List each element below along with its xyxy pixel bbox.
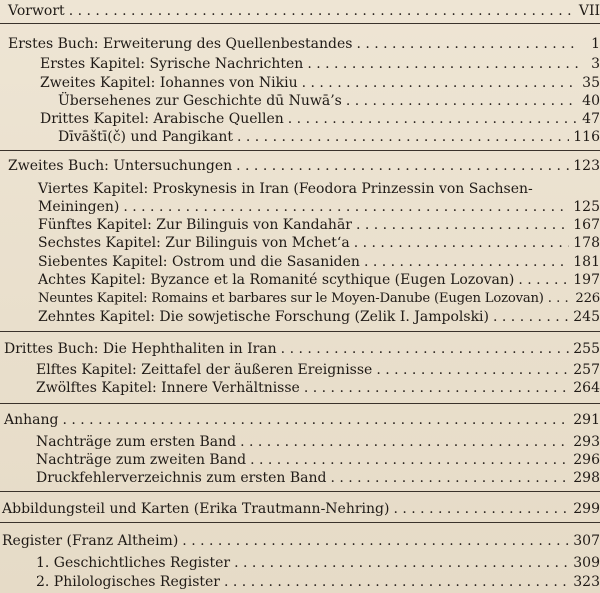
toc-entry-page: 264 xyxy=(573,380,600,396)
dot-leader xyxy=(356,216,569,234)
dot-leader xyxy=(376,361,569,379)
toc-entry-title: Zehntes Kapitel: Die sowjetische Forschung (Zelik I. Jampolski) xyxy=(38,309,489,325)
toc-entry-page: 255 xyxy=(573,341,600,357)
toc-entry-chapter-6 xyxy=(38,234,600,252)
toc-entry-title: Abbildungsteil und Karten (Erika Trautmann-Nehring) xyxy=(2,501,390,517)
toc-entry-title: Meiningen) xyxy=(38,199,120,215)
toc-entry-page: 293 xyxy=(573,434,600,450)
toc-entry-title: Anhang xyxy=(4,412,59,428)
dot-leader xyxy=(224,573,569,591)
toc-entry-book-2 xyxy=(8,157,600,175)
section-divider xyxy=(0,150,600,151)
toc-entry-title: Achtes Kapitel: Byzance et la Romanité scythique (Eugen Lozovan) xyxy=(38,272,515,288)
toc-entry-page: 291 xyxy=(573,412,600,428)
section-divider xyxy=(0,331,600,332)
toc-entry-page: 309 xyxy=(573,555,600,571)
toc-entry-page: 116 xyxy=(573,129,600,145)
toc-entry-title: Dīvāštī(č) und Pangikant xyxy=(58,129,233,145)
toc-entry-register-1 xyxy=(36,554,600,572)
toc-entry-druckfehler xyxy=(36,469,600,487)
section-divider xyxy=(0,522,600,523)
toc-entry-chapter-2 xyxy=(40,74,600,92)
dot-leader xyxy=(307,55,578,73)
toc-entry-title: Erstes Buch: Erweiterung des Quellenbestandes xyxy=(8,36,353,52)
dot-leader xyxy=(364,253,569,271)
toc-entry-page: 178 xyxy=(573,235,600,251)
dot-leader xyxy=(304,379,569,397)
toc-entry-chapter-9 xyxy=(38,290,600,308)
dot-leader xyxy=(237,128,569,146)
section-divider xyxy=(0,491,600,492)
toc-entry-page: 47 xyxy=(582,111,600,127)
toc-entry-page: 296 xyxy=(573,452,600,468)
toc-entry-register-2 xyxy=(36,573,600,591)
toc-entry-title: Fünftes Kapitel: Zur Bilinguis von Kandahār xyxy=(38,217,352,233)
toc-entry-title-line-1: Viertes Kapitel: Proskynesis in Iran (Feodora Prinzessin von Sachsen- xyxy=(38,181,533,197)
toc-entry-page: 40 xyxy=(582,93,600,109)
toc-entry-chapter-1 xyxy=(40,55,600,73)
toc-entry-title: Nachträge zum zweiten Band xyxy=(36,452,247,468)
dot-leader xyxy=(281,340,570,358)
toc-entry-book-3 xyxy=(4,340,600,358)
toc-entry-title: Übersehenes zur Geschichte dū Nuwā’s xyxy=(58,93,342,109)
toc-entry-title: Erstes Kapitel: Syrische Nachrichten xyxy=(40,56,304,72)
toc-entry-page: VII xyxy=(578,3,600,19)
dot-leader xyxy=(236,157,569,175)
dot-leader xyxy=(240,433,569,451)
toc-entry-page: 125 xyxy=(573,199,600,215)
toc-entry-abbildungen xyxy=(2,500,600,518)
dot-leader xyxy=(234,554,569,572)
toc-entry-chapter-8 xyxy=(38,271,600,289)
toc-entry-title: Zweites Kapitel: Iohannes von Nikiu xyxy=(40,75,298,91)
toc-entry-vorwort xyxy=(8,2,600,20)
toc-entry-title: 2. Philologisches Register xyxy=(36,574,220,590)
section-divider xyxy=(0,403,600,404)
toc-entry-nachtraege-2 xyxy=(36,451,600,469)
dot-leader xyxy=(548,290,572,308)
toc-entry-chapter-7 xyxy=(38,253,600,271)
toc-entry-chapter-4 xyxy=(38,180,600,216)
dot-leader xyxy=(123,198,569,216)
section-divider xyxy=(0,23,600,24)
toc-entry-chapter-3 xyxy=(40,110,600,128)
toc-entry-title: Zweites Buch: Untersuchungen xyxy=(8,158,233,174)
dot-leader xyxy=(346,92,578,110)
toc-entry-page: 323 xyxy=(573,574,600,590)
toc-entry-title: Elftes Kapitel: Zeittafel der äußeren Ereignisse xyxy=(36,362,373,378)
toc-entry-title: Siebentes Kapitel: Ostrom und die Sasaniden xyxy=(38,254,360,270)
toc-entry-chapter-2-sub xyxy=(58,92,600,110)
toc-entry-page: 299 xyxy=(573,501,600,517)
toc-entry-page: 35 xyxy=(582,75,600,91)
toc-entry-page: 181 xyxy=(573,254,600,270)
toc-entry-page: 307 xyxy=(573,533,600,549)
dot-leader xyxy=(62,411,569,429)
toc-entry-chapter-10 xyxy=(38,308,600,326)
toc-entry-book-1 xyxy=(8,35,600,53)
toc-entry-title: Drittes Kapitel: Arabische Quellen xyxy=(40,111,284,127)
dot-leader xyxy=(393,500,569,518)
toc-entry-title: Vorwort xyxy=(8,3,65,19)
toc-entry-title: Zwölftes Kapitel: Innere Verhältnisse xyxy=(36,380,300,396)
toc-entry-page: 197 xyxy=(573,272,600,288)
toc-entry-title: Druckfehlerverzeichnis zum ersten Band xyxy=(36,470,327,486)
toc-entry-chapter-11 xyxy=(36,361,600,379)
dot-leader xyxy=(69,2,575,20)
dot-leader xyxy=(354,234,570,252)
toc-entry-chapter-3-sub xyxy=(58,128,600,146)
toc-entry-title: Register (Franz Altheim) xyxy=(2,533,179,549)
toc-entry-title: Sechstes Kapitel: Zur Bilinguis von Mchet‘a xyxy=(38,235,350,251)
toc-entry-register xyxy=(2,532,600,550)
toc-entry-page: 226 xyxy=(575,291,600,306)
dot-leader xyxy=(182,532,569,550)
toc-entry-title: 1. Geschichtliches Register xyxy=(36,555,231,571)
toc-entry-page: 123 xyxy=(573,158,600,174)
dot-leader xyxy=(250,451,569,469)
dot-leader xyxy=(330,469,569,487)
toc-entry-page: 1 xyxy=(591,36,600,52)
toc-entry-title: Neuntes Kapitel: Romains et barbares sur le Moyen-Danube (Eugen Lozovan) xyxy=(38,291,544,306)
toc-entry-page: 3 xyxy=(591,56,600,72)
dot-leader xyxy=(518,271,569,289)
dot-leader xyxy=(493,308,569,326)
toc-entry-title: Drittes Buch: Die Hephthaliten in Iran xyxy=(4,341,277,357)
toc-entry-title: Nachträge zum ersten Band xyxy=(36,434,237,450)
toc-entry-title-line-2-row xyxy=(38,198,600,216)
toc-entry-anhang xyxy=(4,411,600,429)
dot-leader xyxy=(302,74,578,92)
toc-entry-page: 167 xyxy=(573,217,600,233)
dot-leader xyxy=(288,110,578,128)
toc-entry-nachtraege-1 xyxy=(36,433,600,451)
toc-entry-page: 245 xyxy=(573,309,600,325)
toc-entry-page: 257 xyxy=(573,362,600,378)
toc-entry-chapter-5 xyxy=(38,216,600,234)
dot-leader xyxy=(356,35,578,53)
toc-entry-chapter-12 xyxy=(36,379,600,397)
toc-entry-page: 298 xyxy=(573,470,600,486)
